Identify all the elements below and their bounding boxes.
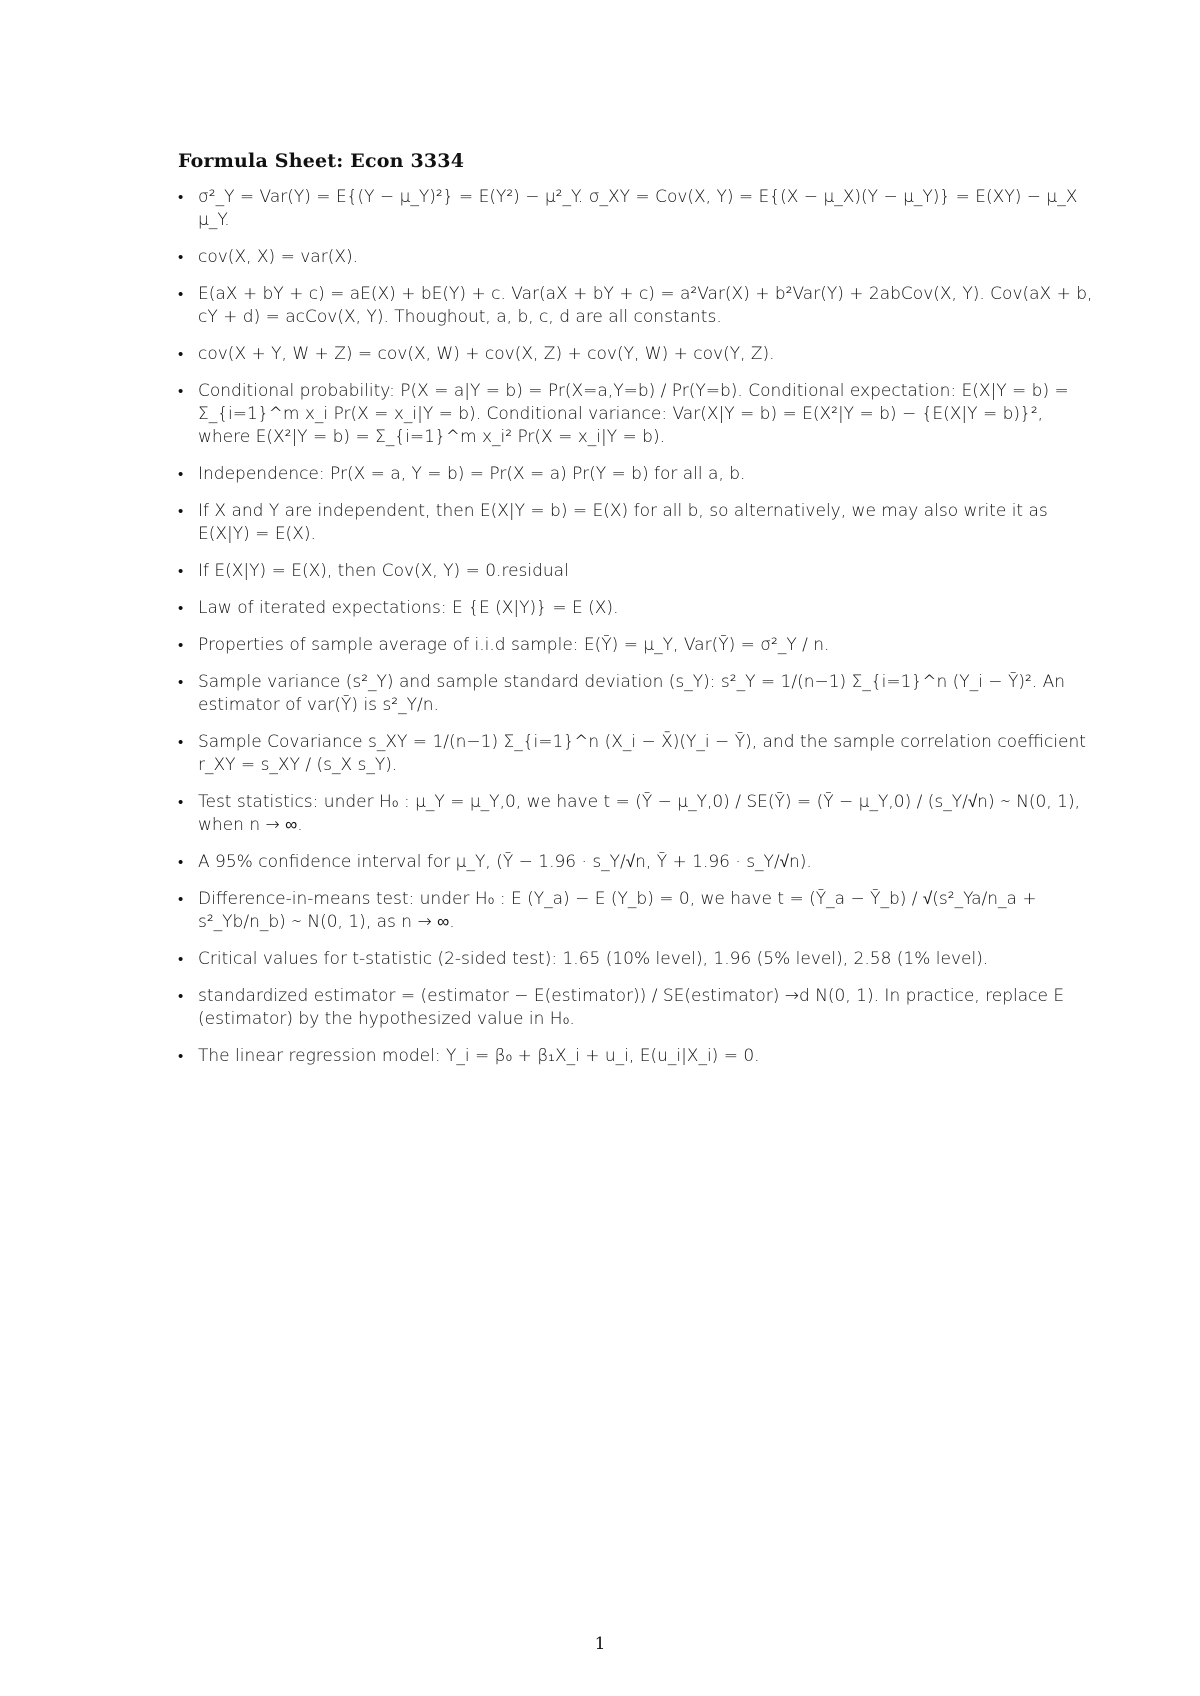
formula-list xyxy=(178,186,1098,1082)
bullet: • xyxy=(178,599,184,617)
bullet: • xyxy=(178,950,184,968)
list-item xyxy=(178,597,1098,620)
bullet: • xyxy=(178,987,184,1005)
formula-text: If E(X|Y) = E(X), then Cov(X, Y) = 0.residual xyxy=(198,561,569,581)
bullet: • xyxy=(178,636,184,654)
formula-text: Conditional probability: P(X = a|Y = b) = Pr(X=a,Y=b) / Pr(Y=b). Conditional expectation: E(X|Y = b) = Σ_{i=1}^m x_i Pr(X = x_i|Y = b). Conditional variance: Var(X|Y = b) = E(X²|Y = b) − {E(X|Y = b)}², where E(X²|Y = b) = Σ_{i=1}^m x_i² Pr(X = x_i|Y = b). xyxy=(198,381,1069,447)
bullet: • xyxy=(178,1047,184,1065)
formula-text: standardized estimator = (estimator − E(estimator)) / SE(estimator) →d N(0, 1). In practice, replace E (estimator) by the hypothesized value in H₀. xyxy=(198,986,1065,1029)
list-item xyxy=(178,246,1098,269)
list-item xyxy=(178,380,1098,449)
list-item xyxy=(178,1045,1098,1068)
bullet: • xyxy=(178,248,184,266)
bullet: • xyxy=(178,285,184,303)
formula-text: Sample Covariance s_XY = 1/(n−1) Σ_{i=1}^n (X_i − X̄)(Y_i − Ȳ), and the sample correlation coefficient r_XY = s_XY / (s_X s_Y). xyxy=(198,732,1086,775)
page-title: Formula Sheet: Econ 3334 xyxy=(178,150,465,172)
bullet: • xyxy=(178,382,184,400)
list-item xyxy=(178,560,1098,583)
formula-text: Test statistics: under H₀ : μ_Y = μ_Y,0, we have t = (Ȳ − μ_Y,0) / SE(Ȳ) = (Ȳ − μ_Y,0) / (s_Y/√n) ∼ N(0, 1), when n → ∞. xyxy=(198,792,1081,835)
formula-text: A 95% confidence interval for μ_Y, (Ȳ − 1.96 · s_Y/√n, Ȳ + 1.96 · s_Y/√n). xyxy=(198,852,812,872)
bullet: • xyxy=(178,673,184,691)
bullet: • xyxy=(178,345,184,363)
formula-text: Difference-in-means test: under H₀ : E (Y_a) − E (Y_b) = 0, we have t = (Ȳ_a − Ȳ_b) / √(s²_Ya/n_a + s²_Yb/n_b) ∼ N(0, 1), as n → ∞. xyxy=(198,889,1037,932)
bullet: • xyxy=(178,793,184,811)
formula-text: cov(X + Y, W + Z) = cov(X, W) + cov(X, Z) + cov(Y, W) + cov(Y, Z). xyxy=(198,344,775,364)
list-item xyxy=(178,634,1098,657)
list-item xyxy=(178,343,1098,366)
formula-text: If X and Y are independent, then E(X|Y = b) = E(X) for all b, so alternatively, we may also write it as E(X|Y) = E(X). xyxy=(198,501,1048,544)
list-item xyxy=(178,463,1098,486)
list-item xyxy=(178,283,1098,329)
formula-text: E(aX + bY + c) = aE(X) + bE(Y) + c. Var(aX + bY + c) = a²Var(X) + b²Var(Y) + 2abCov(X, Y). Cov(aX + b, cY + d) = acCov(X, Y). Thoughout, a, b, c, d are all constants. xyxy=(198,284,1093,327)
bullet: • xyxy=(178,188,184,206)
formula-text: Law of iterated expectations: E {E (X|Y)} = E (X). xyxy=(198,598,619,618)
bullet: • xyxy=(178,890,184,908)
list-item xyxy=(178,731,1098,777)
list-item xyxy=(178,186,1098,232)
list-item xyxy=(178,500,1098,546)
bullet: • xyxy=(178,562,184,580)
list-item xyxy=(178,948,1098,971)
formula-text: Sample variance (s²_Y) and sample standard deviation (s_Y): s²_Y = 1/(n−1) Σ_{i=1}^n (Y_i − Ȳ)². An estimator of var(Ȳ) is s²_Y/n. xyxy=(198,672,1065,715)
formula-text: σ²_Y = Var(Y) = E{(Y − μ_Y)²} = E(Y²) − μ²_Y. σ_XY = Cov(X, Y) = E{(X − μ_X)(Y − μ_Y)} = E(XY) − μ_X μ_Y. xyxy=(198,187,1078,230)
formula-text: The linear regression model: Y_i = β₀ + β₁X_i + u_i, E(u_i|X_i) = 0. xyxy=(198,1046,760,1066)
bullet: • xyxy=(178,733,184,751)
bullet: • xyxy=(178,465,184,483)
formula-text: Independence: Pr(X = a, Y = b) = Pr(X = a) Pr(Y = b) for all a, b. xyxy=(198,464,746,484)
page-number: 1 xyxy=(594,1634,606,1654)
list-item xyxy=(178,791,1098,837)
list-item xyxy=(178,851,1098,874)
formula-text: Properties of sample average of i.i.d sample: E(Ȳ) = μ_Y, Var(Ȳ) = σ²_Y / n. xyxy=(198,635,830,655)
bullet: • xyxy=(178,853,184,871)
list-item xyxy=(178,888,1098,934)
list-item xyxy=(178,671,1098,717)
formula-text: cov(X, X) = var(X). xyxy=(198,247,359,267)
bullet: • xyxy=(178,502,184,520)
list-item xyxy=(178,985,1098,1031)
formula-text: Critical values for t-statistic (2-sided test): 1.65 (10% level), 1.96 (5% level), 2.58 (1% level). xyxy=(198,949,989,969)
